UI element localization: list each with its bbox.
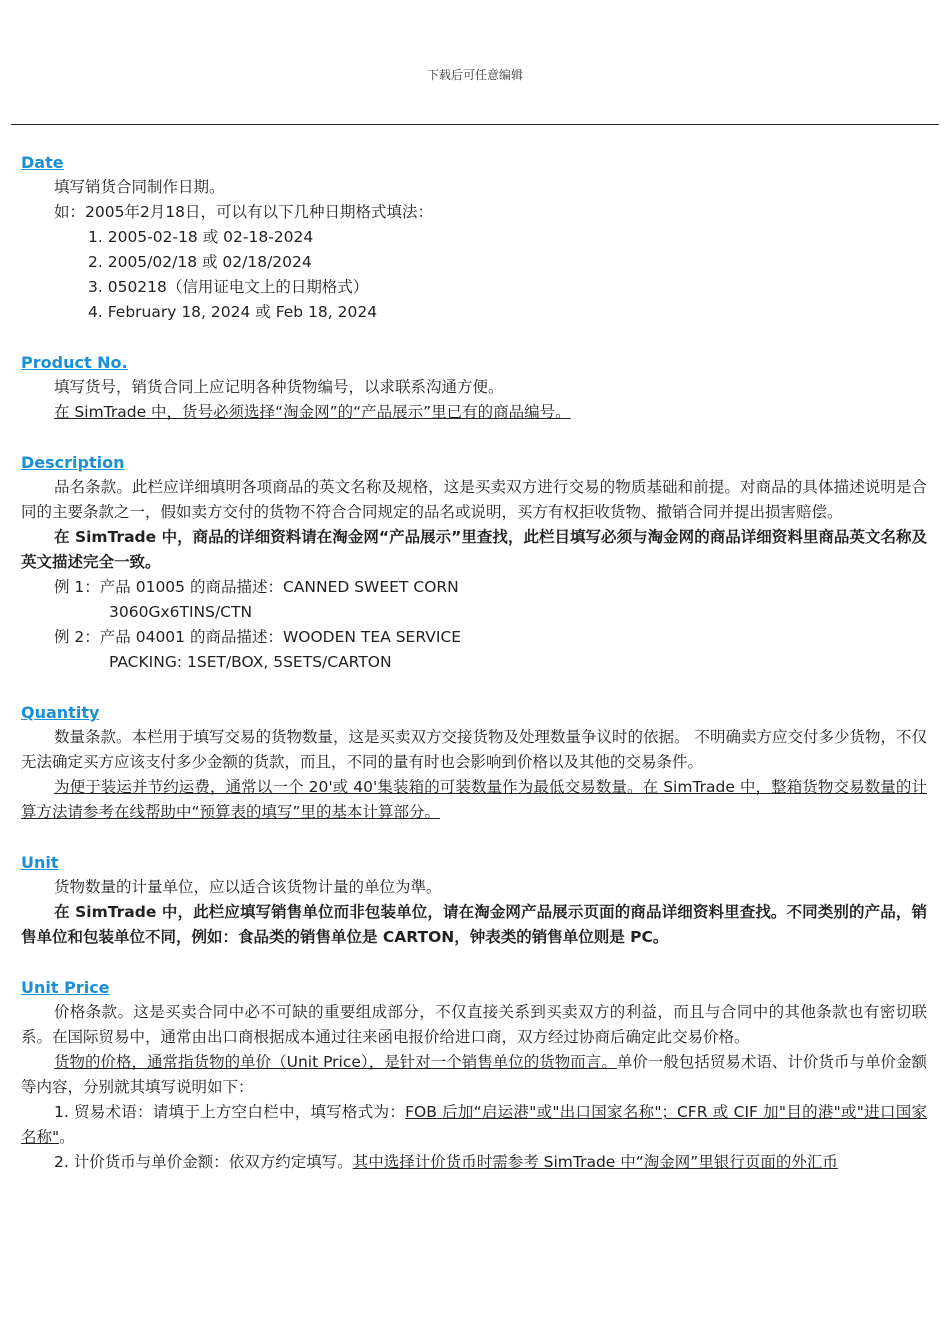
section-title-date: Date [21,153,64,172]
header-divider [11,124,939,125]
description-example1: 例 1：产品 01005 的商品描述：CANNED SWEET CORN [54,578,459,596]
product-line1: 填写货号，销货合同上应记明各种货物编号，以求联系沟通方便。 [54,378,504,396]
section-description [21,450,927,675]
section-title-unit: Unit [21,853,59,872]
section-title-product-no: Product No. [21,353,128,372]
unit-para2: 在 SimTrade 中，此栏应填写销售单位而非包装单位，请在淘金网产品展示页面的商品详细资料里查找。不同类别的产品，销售单位和包装单位不同，例如：食品类的销售单位是 CARTON，钟表类的销售单位则是 PC。 [21,903,927,946]
description-example1-detail: 3060Gx6TINS/CTN [109,603,253,621]
product-line2: 在 SimTrade 中，货号必须选择“淘金网”的“产品展示”里已有的商品编号。 [54,403,571,421]
section-unit [21,850,927,950]
unit-para1: 货物数量的计量单位，应以适合该货物计量的单位为準。 [54,878,442,896]
quantity-para2: 为便于装运并节约运费，通常以一个 20'或 40'集装箱的可装数量作为最低交易数量。在 SimTrade 中，整箱货物交易数量的计算方法请参考在线帮助中“预算表的填写”里的基本计算部分。 [21,778,927,821]
date-line1: 填写销货合同制作日期。 [54,178,225,196]
section-quantity [21,700,927,825]
unitprice-item1: 1. 贸易术语：请填于上方空白栏中，填写格式为： [54,1103,406,1121]
page-header-note: 下载后可任意编辑 [426,68,523,82]
date-format-item: 2. 2005/02/18 或 02/18/2024 [88,253,312,271]
unitprice-para2-underlined: 货物的价格，通常指货物的单价（Unit Price），是针对一个销售单位的货物而言。 [54,1053,617,1071]
section-product-no [21,350,927,425]
unitprice-item2: 2. 计价货币与单价金额：依双方约定填写。 [54,1153,353,1171]
unitprice-para2: 单价一般包括贸易术语、计价货币与单价金额等内容，分别就其填写说明如下： [21,1053,927,1096]
quantity-para1: 数量条款。本栏用于填写交易的货物数量，这是买卖双方交接货物及处理数量争议时的依据。 不明确卖方应交付多少货物，不仅无法确定买方应该支付多少金额的货款，而且，不同的量有时也会影响到价格以及其他的交易条件。 [21,728,927,771]
document-body [21,150,927,1175]
unitprice-item1-underlined: FOB 后加“启运港"或"出口国家名称"；CFR 或 CIF 加"目的港"或"进口国家名称" [21,1103,927,1146]
section-title-description: Description [21,453,125,472]
date-format-item: 1. 2005-02-18 或 02-18-2024 [88,228,314,246]
unitprice-item1-end: 。 [59,1128,75,1146]
section-title-quantity: Quantity [21,703,100,722]
description-example2-detail: PACKING: 1SET/BOX, 5SETS/CARTON [109,653,392,671]
date-format-item: 4. February 18, 2024 或 Feb 18, 2024 [88,303,378,321]
description-example2: 例 2：产品 04001 的商品描述：WOODEN TEA SERVICE [54,628,462,646]
unitprice-item2-underlined: 其中选择计价货币时需参考 SimTrade 中“淘金网”里银行页面的外汇币 [352,1153,838,1171]
date-line2: 如：2005年2月18日，可以有以下几种日期格式填法： [54,203,434,221]
date-format-item: 3. 050218（信用证电文上的日期格式） [88,278,369,296]
section-unit-price [21,975,927,1175]
section-date [21,150,927,325]
description-para1: 品名条款。此栏应详细填明各项商品的英文名称及规格，这是买卖双方进行交易的物质基础和前提。对商品的具体描述说明是合同的主要条款之一，假如卖方交付的货物不符合合同规定的品名或说明，买方有权拒收货物、撤销合同并提出损害赔偿。 [21,478,927,521]
description-para2: 在 SimTrade 中，商品的详细资料请在淘金网“产品展示”里查找，此栏目填写必须与淘金网的商品详细资料里商品英文名称及英文描述完全一致。 [21,528,927,571]
section-title-unit-price: Unit Price [21,978,110,997]
unitprice-para1: 价格条款。这是买卖合同中必不可缺的重要组成部分，不仅直接关系到买卖双方的利益，而且与合同中的其他条款也有密切联系。在国际贸易中，通常由出口商根据成本通过往来函电报价给进口商，双方经过协商后确定此交易价格。 [21,1003,927,1046]
